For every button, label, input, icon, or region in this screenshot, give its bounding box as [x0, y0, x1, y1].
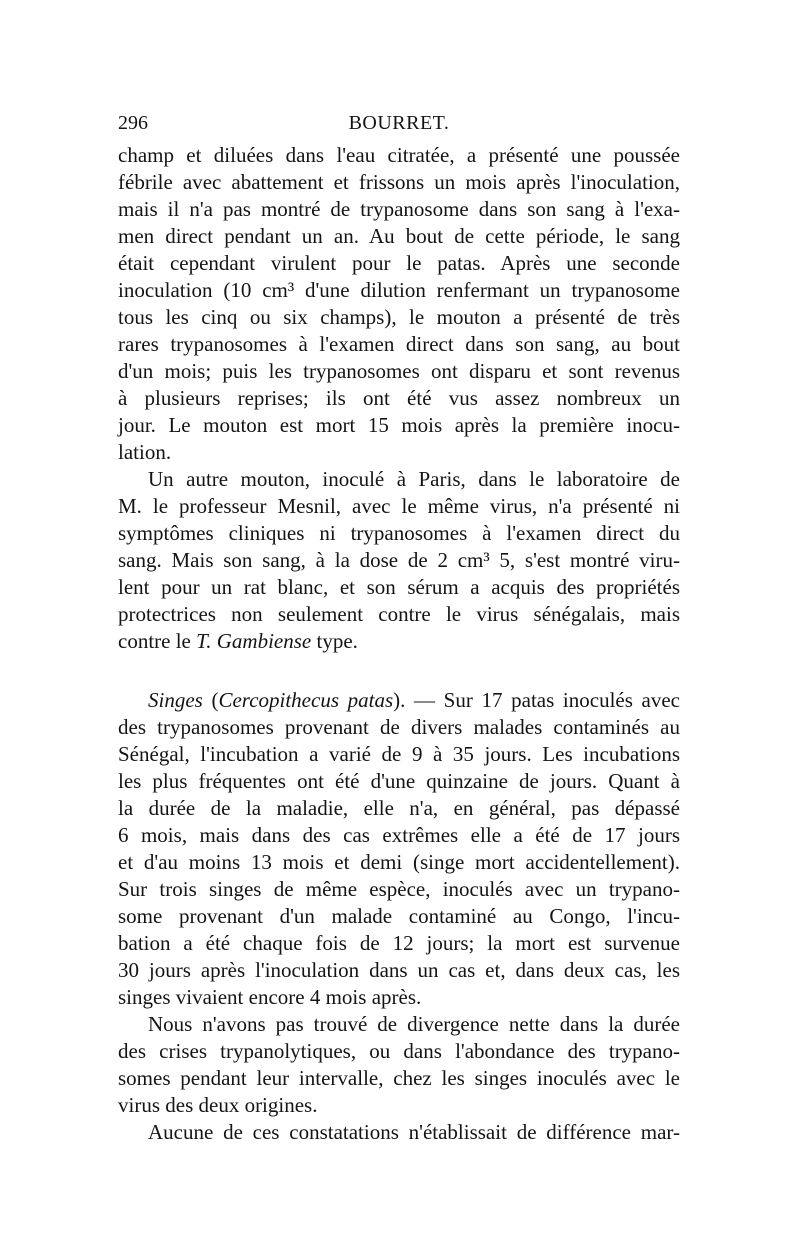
text-line: symptômes cliniques ni trypanosomes à l'examen direct du	[118, 521, 680, 545]
species-name: Cercopithecus patas	[218, 688, 394, 712]
text-line: des trypanosomes provenant de divers malades contaminés au	[118, 715, 680, 739]
text-line: fébrile avec abattement et frissons un mois après l'inoculation,	[118, 170, 680, 194]
text-line: Sur trois singes de même espèce, inoculés avec un trypano-	[118, 877, 680, 901]
text-line: M. le professeur Mesnil, avec le même virus, n'a présenté ni	[118, 494, 680, 518]
text-line	[118, 628, 680, 655]
text-line: lent pour un rat blanc, et son sérum a acquis des propriétés	[118, 575, 680, 599]
text-line: d'un mois; puis les trypanosomes ont disparu et sont revenus	[118, 359, 680, 383]
text-line: some provenant d'un malade contaminé au Congo, l'incu-	[118, 904, 680, 928]
paragraph-constatations	[118, 1119, 680, 1146]
text-segment: ). — Sur 17 patas inoculés avec	[393, 688, 680, 712]
page-header	[118, 112, 680, 142]
text-line	[118, 687, 680, 714]
paragraph-autre-mouton	[118, 466, 680, 655]
text-segment: (	[202, 688, 219, 712]
text-segment: contre le	[118, 629, 197, 653]
section-heading: Singes	[148, 688, 203, 712]
text-line: à plusieurs reprises; ils ont été vus assez nombreux un	[118, 386, 680, 410]
text-line: Un autre mouton, inoculé à Paris, dans le laboratoire de	[148, 467, 680, 491]
paragraph-singes	[118, 687, 680, 1011]
paragraph-divergence	[118, 1011, 680, 1119]
text-line: la durée de la maladie, elle n'a, en général, pas dépassé	[118, 796, 680, 820]
text-line: champ et diluées dans l'eau citratée, a présenté une poussée	[118, 143, 680, 167]
text-line: men direct pendant un an. Au bout de cette période, le sang	[118, 224, 680, 248]
text-line: somes pendant leur intervalle, chez les singes inoculés avec le	[118, 1066, 680, 1090]
text-line: Aucune de ces constatations n'établissait de différence mar-	[148, 1120, 680, 1144]
text-line: sang. Mais son sang, à la dose de 2 cm³ 5, s'est montré viru-	[118, 548, 680, 572]
text-line: et d'au moins 13 mois et demi (singe mort accidentellement).	[118, 850, 680, 874]
text-line: bation a été chaque fois de 12 jours; la mort est survenue	[118, 931, 680, 955]
text-line: était cependant virulent pour le patas. Après une seconde	[118, 251, 680, 275]
text-segment: type.	[311, 629, 358, 653]
text-line: Sénégal, l'incubation a varié de 9 à 35 jours. Les incubations	[118, 742, 680, 766]
text-line: virus des deux origines.	[118, 1093, 318, 1117]
text-line: lation.	[118, 440, 172, 464]
text-line: Nous n'avons pas trouvé de divergence nette dans la durée	[148, 1012, 680, 1036]
text-line: les plus fréquentes ont été d'une quinzaine de jours. Quant à	[118, 769, 680, 793]
text-line: rares trypanosomes à l'examen direct dans son sang, au bout	[118, 332, 680, 356]
text-line: singes vivaient encore 4 mois après.	[118, 985, 422, 1009]
page-number: 296	[118, 112, 148, 134]
paragraph-mouton-continued	[118, 142, 680, 466]
text-line: des crises trypanolytiques, ou dans l'abondance des trypano-	[118, 1039, 680, 1063]
section-gap	[118, 655, 680, 687]
text-line: jour. Le mouton est mort 15 mois après la première inocu-	[118, 413, 680, 437]
text-line: 6 mois, mais dans des cas extrêmes elle a été de 17 jours	[118, 823, 680, 847]
running-title: BOURRET.	[348, 112, 450, 134]
species-name: T. Gambiense	[196, 629, 312, 653]
text-line: protectrices non seulement contre le virus sénégalais, mais	[118, 602, 680, 626]
text-line: 30 jours après l'inoculation dans un cas et, dans deux cas, les	[118, 958, 680, 982]
text-line: inoculation (10 cm³ d'une dilution renfermant un trypanosome	[118, 278, 680, 302]
page-body	[118, 142, 680, 1146]
text-line: mais il n'a pas montré de trypanosome dans son sang à l'exa-	[118, 197, 680, 221]
text-line: tous les cinq ou six champs), le mouton a présenté de très	[118, 305, 680, 329]
